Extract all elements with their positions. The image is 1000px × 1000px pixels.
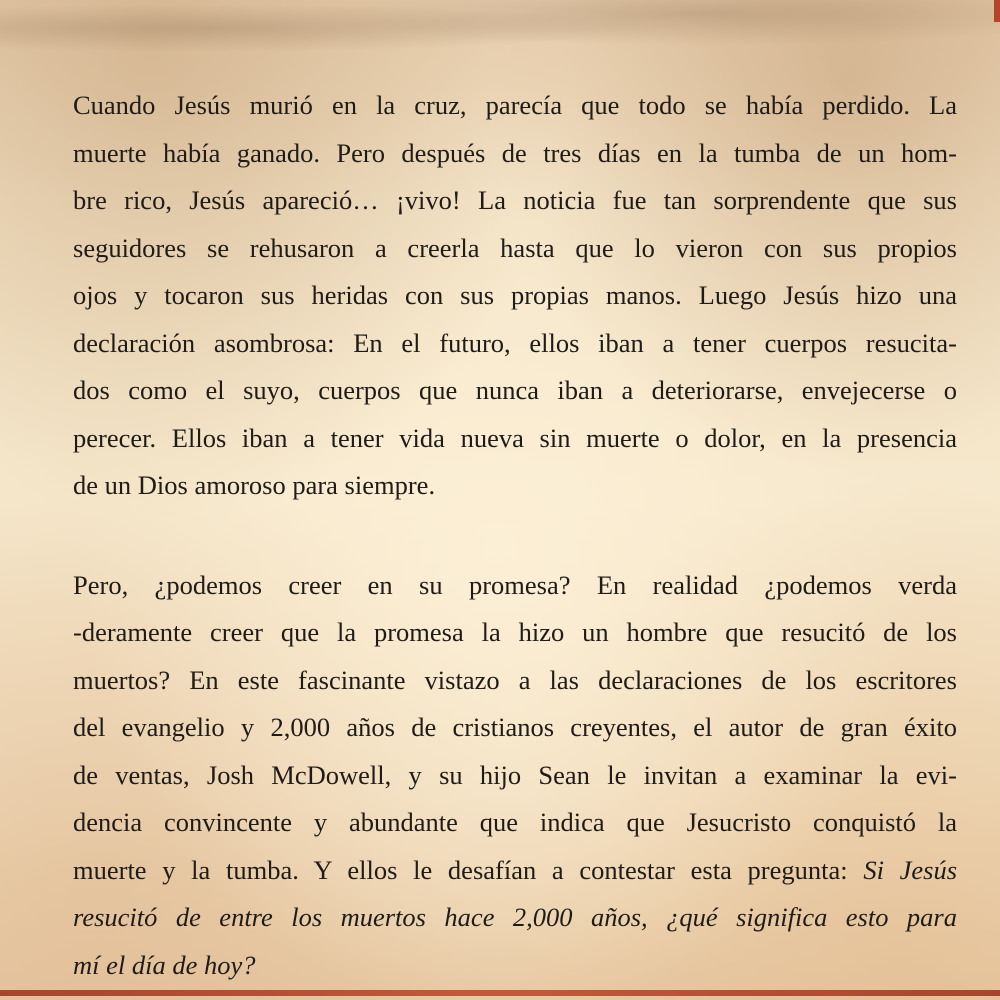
text-line: muerte había ganado. Pero después de tres días en la tumba de un hom- [73, 137, 957, 168]
text-line: del evangelio y 2,000 años de cristianos creyentes, el autor de gran éxito [73, 712, 957, 742]
text-line: bre rico, Jesús apareció… ¡vivo! La noticia fue tan sorprendente que sus [73, 185, 957, 215]
italic-question-start: Si Jesús [863, 854, 958, 885]
text-line: muertos? En este fascinante vistazo a las declaraciones de los escritores [73, 664, 957, 695]
text-line: ojos y tocaron sus heridas con sus propias manos. Luego Jesús hizo una [73, 280, 957, 310]
text-line: dos como el suyo, cuerpos que nunca iban a deteriorarse, envejecerse o [73, 375, 957, 405]
text-line-italic [73, 894, 957, 942]
text-line: declaración asombrosa: En el futuro, ellos iban a tener cuerpos resucita- [73, 327, 957, 358]
text-line: seguidores se rehusaron a creerla hasta que lo vieron con sus propios [73, 232, 957, 263]
text-line: perecer. Ellos iban a tener vida nueva sin muerte o dolor, en la presencia [73, 422, 957, 453]
paragraph-1 [73, 82, 957, 510]
text-line: dencia convincente y abundante que indica que Jesucristo conquistó la [73, 807, 957, 837]
text-line: -deramente creer que la promesa la hizo un hombre que resucitó de los [73, 617, 957, 647]
text-line: Pero, ¿podemos creer en su promesa? En realidad ¿podemos verda [73, 569, 957, 600]
text-line: de un Dios amoroso para siempre. [73, 470, 436, 500]
italic-question-end: mí el día de hoy? [73, 949, 256, 980]
top-texture-band [0, 0, 1000, 70]
text-line-plain: muerte y la tumba. Y ellos le desafían a contestar esta pregunta: [73, 854, 864, 885]
bottom-rule [0, 990, 1000, 996]
text-line: de ventas, Josh McDowell, y su hijo Sean le invitan a examinar la evi- [73, 759, 957, 790]
cover-edge-accent [994, 0, 1000, 22]
paragraph-2 [73, 562, 957, 990]
text-line-italic [73, 942, 957, 990]
back-cover-text [73, 82, 957, 989]
text-line: Cuando Jesús murió en la cruz, parecía que todo se había perdido. La [73, 90, 957, 120]
italic-question: resucitó de entre los muertos hace 2,000 años, ¿qué significa esto para [73, 902, 957, 932]
text-line-mixed [73, 847, 957, 895]
